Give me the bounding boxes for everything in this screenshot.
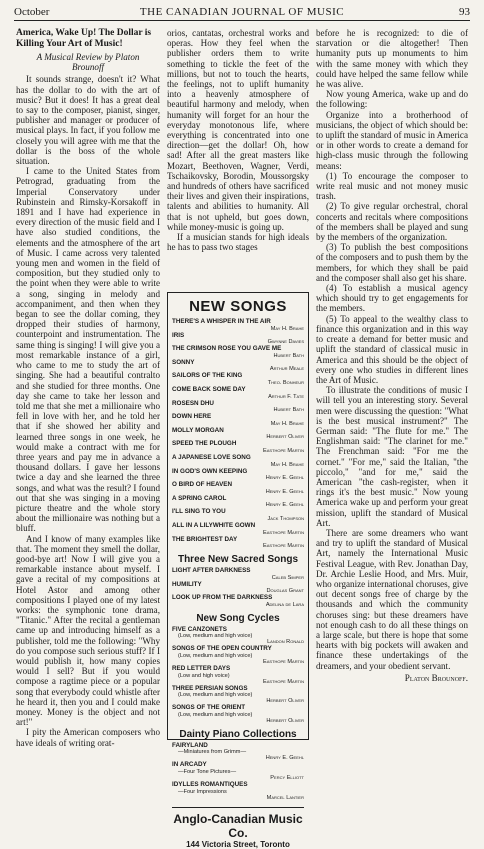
song-title: COME BACK SOME DAY bbox=[172, 385, 246, 393]
song-title: FAIRYLAND bbox=[172, 741, 208, 749]
song-composer: Easthope Martin bbox=[263, 659, 304, 666]
song-composer: Douglas Grant bbox=[266, 588, 304, 595]
song-entry bbox=[172, 345, 304, 359]
header-month: October bbox=[14, 6, 50, 18]
song-entry bbox=[172, 761, 304, 781]
paragraph: To illustrate the conditions of music I will tell you an interesting story. Several men were discussing the question: "What is the best musical instrument?" The German said: "The flute for me." The Englishman said: "The clarinet for me." The Frenchman said: "For me the cornet." "For me," said the Italian, "the piccolo," "and for me," said the American "the cash-register, when it rings it's the best music." Now young America wake up and perform your great mission, uplift the standard of Musical Art. bbox=[316, 385, 468, 528]
paragraph: If a musician stands for high ideals he has to pass two stages bbox=[167, 232, 309, 253]
song-composer: Hubert Bath bbox=[273, 352, 304, 359]
new-songs-list bbox=[172, 318, 304, 549]
paragraph: Now young America, wake up and do the following: bbox=[316, 89, 468, 110]
song-title: LIGHT AFTER DARKNESS bbox=[172, 567, 251, 575]
song-composer: Gwynne Davies bbox=[267, 339, 304, 346]
article-author: Brounoff bbox=[72, 62, 104, 73]
song-title: SONGS OF THE ORIENT bbox=[172, 704, 246, 712]
paragraph: It sounds strange, doesn't it? What has the dollar to do with the art of music? But it does! It has a great deal to say to the composer, pianist, singer, publisher and manager or producer of musical plays. In fact, if you follow me closely you will agree with me that the dollar is the boss of the whole situation. bbox=[16, 74, 160, 167]
sacred-songs-list bbox=[172, 567, 304, 608]
paragraph: (4) To establish a musical agency which should try to get engagements for the members. bbox=[316, 283, 468, 314]
song-composer: Herbert Oliver bbox=[266, 698, 304, 705]
page-number: 93 bbox=[459, 6, 470, 18]
song-entry bbox=[172, 536, 304, 550]
publisher-address: 144 Victoria Street, Toronto bbox=[186, 839, 290, 849]
song-entry bbox=[172, 372, 304, 386]
article-column-2 bbox=[167, 28, 309, 252]
song-composer: Henry E. Geehl bbox=[265, 488, 304, 495]
paragraph: (5) To appeal to the wealthy class to finance this organization and in this way to create a demand for better music and uplift the standard of classical music in America and this should be the object of every one who studies in different lines the Art of Music. bbox=[316, 313, 468, 385]
piano-heading: Dainty Piano Collections bbox=[179, 728, 297, 740]
song-composer: Easthope Martin bbox=[263, 529, 304, 536]
song-title: THE CRIMSON ROSE YOU GAVE ME bbox=[172, 345, 282, 353]
song-title: ALL IN A LILYWHITE GOWN bbox=[172, 521, 256, 529]
song-title: FIVE CANZONETS bbox=[172, 625, 227, 633]
song-composer: Caleb Simper bbox=[271, 574, 304, 581]
song-entry bbox=[172, 318, 304, 332]
song-composer: Jack Thompson bbox=[267, 515, 304, 522]
song-note: —Four Impressions bbox=[178, 788, 227, 795]
song-composer: Arthur F. Tate bbox=[268, 393, 304, 400]
song-entry bbox=[172, 332, 304, 346]
song-entry bbox=[172, 454, 304, 468]
song-title: O BIRD OF HEAVEN bbox=[172, 481, 233, 489]
song-composer: Arthur Meale bbox=[269, 366, 304, 373]
paragraph: I came to the United States from Petrograd, graduating from the Imperial Conservatory under Rubinstein and Rimsky-Korsakoff in 1891 and I have had experience in every direction of the music field and I have also studied conditions, the elements and the atmosphere of the art of Music. I came across very talented young men and women in the field of composition, but they studied only to the point when they were able to write a song, singing in melody and accompaniment, and then when they began to see the dollar coming, they dropped their studies of harmony, counterpoint and instrumentation. The same thing is singing! I will give you a most remarkable instance of a girl, who came to me to study the art of singing. She had a beautiful contralto and she studied for three months. One day she came to take her lesson and told me that she met a millionaire who fell in love with her, and he told her that if she showed her ability and learned three songs in one week, he would make a contract with me for three years and pay me in advance a thousand dollars. I gave her lessons twice a day and she learned the three songs, and what was the result? I found out that she was singing in a moving picture theatre and the whole story about the millionaire was nothing but a bluff. bbox=[16, 166, 160, 534]
article-subtitle: A Musical Review by Platon bbox=[36, 52, 140, 62]
song-entry bbox=[172, 495, 304, 509]
song-composer: Henry E. Geehl bbox=[265, 755, 304, 762]
song-note: (Low, medium and high voice) bbox=[178, 692, 253, 699]
article-column-3 bbox=[316, 28, 468, 683]
song-title: IN GOD'S OWN KEEPING bbox=[172, 467, 248, 475]
song-entry bbox=[172, 440, 304, 454]
journal-title: THE CANADIAN JOURNAL OF MUSIC bbox=[139, 6, 345, 18]
article-column-1 bbox=[16, 28, 160, 748]
song-composer: Hubert Bath bbox=[273, 407, 304, 414]
song-title: THREE PERSIAN SONGS bbox=[172, 684, 248, 692]
paragraph: Organize into a brotherhood of musicians, the object of which should be: to uplift the standard of music in America or in other words to create a demand for high-class music through the following means: bbox=[316, 109, 468, 171]
advertisement-box bbox=[167, 292, 309, 849]
song-entry bbox=[172, 359, 304, 373]
song-title: SONGS OF THE OPEN COUNTRY bbox=[172, 645, 272, 653]
song-entry bbox=[172, 427, 304, 441]
song-title: IN ARCADY bbox=[172, 761, 207, 769]
song-composer: Percy Elliott bbox=[270, 775, 304, 782]
song-entry bbox=[172, 685, 304, 705]
song-composer: Landon Ronald bbox=[267, 639, 304, 646]
song-entry bbox=[172, 704, 304, 724]
song-entry bbox=[172, 386, 304, 400]
song-title: SAILORS OF THE KING bbox=[172, 372, 243, 380]
song-note: —Four Tone Pictures— bbox=[178, 769, 237, 776]
song-title: MOLLY MORGAN bbox=[172, 426, 224, 434]
song-note: (Low, medium and high voice) bbox=[178, 653, 253, 660]
paragraph: before he is recognized: to die of starvation or die altogether! Then humanity puts up monuments to him with the same money with which they could have helped the same fellow while he was alive. bbox=[316, 28, 468, 90]
song-note: (Low, medium and high voice) bbox=[178, 633, 253, 640]
song-title: SPEED THE PLOUGH bbox=[172, 440, 237, 448]
song-composer: Adelina de Lara bbox=[265, 601, 304, 608]
song-title: I'LL SING TO YOU bbox=[172, 508, 226, 516]
song-entry bbox=[172, 413, 304, 427]
song-entry bbox=[172, 594, 304, 608]
song-title: IDYLLES ROMANTIQUES bbox=[172, 781, 248, 789]
song-entry bbox=[172, 781, 304, 801]
cycles-heading: New Song Cycles bbox=[196, 612, 280, 624]
song-note: (Low and high voice) bbox=[178, 672, 230, 679]
piano-collections-list bbox=[172, 742, 304, 801]
song-composer: Henry E. Geehl bbox=[265, 475, 304, 482]
paragraph: I pity the American composers who have ideals of writing orat- bbox=[16, 727, 160, 748]
song-entry bbox=[172, 581, 304, 595]
song-note: (Low, medium and high voice) bbox=[178, 711, 253, 718]
song-title: THE BRIGHTEST DAY bbox=[172, 535, 238, 543]
song-entry bbox=[172, 400, 304, 414]
song-title: THERE'S A WHISPER IN THE AIR bbox=[172, 318, 271, 325]
song-title: IRIS bbox=[172, 331, 185, 339]
song-title: A JAPANESE LOVE SONG bbox=[172, 453, 251, 461]
song-composer: May H. Brahe bbox=[270, 420, 304, 427]
song-composer: May H. Brahe bbox=[270, 325, 304, 332]
song-entry bbox=[172, 645, 304, 665]
song-composer: Herbert Oliver bbox=[266, 434, 304, 441]
sacred-heading: Three New Sacred Songs bbox=[177, 554, 299, 566]
header-rule bbox=[14, 20, 470, 21]
song-cycles-list bbox=[172, 626, 304, 724]
paragraph: (3) To publish the best compositions of the composers and to push them by the members, for which they shall be paid and the composer shall also get his share. bbox=[316, 242, 468, 283]
song-composer: Herbert Oliver bbox=[266, 717, 304, 724]
song-title: RED LETTER DAYS bbox=[172, 665, 231, 673]
song-composer: Easthope Martin bbox=[263, 678, 304, 685]
article-headline: America, Wake Up! The Dollar is Killing Your Art of Music! bbox=[16, 28, 152, 49]
song-entry bbox=[172, 481, 304, 495]
song-title: DOWN HERE bbox=[172, 413, 212, 421]
song-title: ROSESN DHU bbox=[172, 399, 214, 407]
song-title: SONNY bbox=[172, 358, 195, 366]
song-title: A SPRING CAROL bbox=[172, 494, 227, 502]
paragraph: (1) To encourage the composer to write real music and not money music trash. bbox=[316, 170, 468, 202]
article-signature: Platon Brounoff. bbox=[404, 672, 468, 683]
song-composer: Easthope Martin bbox=[263, 543, 304, 550]
song-title: HUMILITY bbox=[172, 580, 202, 588]
paragraph: And I know of many examples like that. The moment they smell the dollar, good-bye art! Now I will give you a remarkable instance about myself. I gave a recital of my compositions at Hotel Astor and among other compositions I played one of my latest works: the symphonic tone drama, "Titanic." After the recital a gentleman came up and introducing himself as a publisher, told me the following: "Why do you compose such serious stuff? If I would publish it, how many copies would I sell? But if you would compose a ragtime piece or a popular song that everybody could whistle after he heard it, then you and I could make money. Money is the object and not art!" bbox=[16, 533, 160, 728]
ad-title: NEW SONGS bbox=[189, 298, 287, 315]
song-composer: Marcel Lantier bbox=[266, 794, 304, 801]
song-composer: Henry E. Geehl bbox=[265, 502, 304, 509]
song-composer: May H. Brahe bbox=[270, 461, 304, 468]
song-composer: Theo. Bonheur bbox=[267, 379, 304, 386]
song-entry bbox=[172, 626, 304, 646]
paragraph: There are some dreamers who want and try to uplift the standard of Musical Art, namely the International Music Festival League, with Rev. Jonathan Day, Dr. Archie Leslie Hood, and Mrs. Muir, who organize international choruses, give out decent songs free of charge by the thousands and which the community choruses sing: but these dreamers have not enough cash to do all these things on a large scale, but there is hope that some hearts with big pockets will awaken and finance these undertakings of the dreamers, and your obedient servant. bbox=[316, 527, 468, 671]
article-byline bbox=[16, 52, 160, 72]
song-entry bbox=[172, 508, 304, 522]
song-entry bbox=[172, 522, 304, 536]
song-entry bbox=[172, 742, 304, 762]
song-entry bbox=[172, 567, 304, 581]
publisher-name: Anglo-Canadian Music Co. bbox=[172, 807, 304, 840]
paragraph: (2) To give regular orchestral, choral concerts and recitals where compositions of the members shall be played and sung by the members of the organization. bbox=[316, 201, 468, 243]
song-entry bbox=[172, 665, 304, 685]
song-title: LOOK UP FROM THE DARKNESS bbox=[172, 594, 273, 602]
song-note: —Miniatures from Grimm— bbox=[178, 749, 247, 756]
paragraph: orios, cantatas, orchestral works and operas. How they feel when the publisher orders them to write something to tickle the feet of the millions, but not to touch the hearts, the feelings, not to uplift humanity into a heavenly atmosphere of beautiful harmony and melody, when humanity will forget for an hour the everyday monotonous life, where everything is concentrated into one direction—get the dollar! Oh, how sad! After all the great masters like Mozart, Beethoven, Wagner, Verdi, Tschaikovsky, Borodin, Moussorgsky and hundreds of others have sacrificed their lives and given their inspirations, talents and abilities to humanity. All that is not upheld, but goes down, while money-music is going up. bbox=[167, 28, 309, 232]
song-entry bbox=[172, 468, 304, 482]
song-composer: Easthope Martin bbox=[263, 447, 304, 454]
